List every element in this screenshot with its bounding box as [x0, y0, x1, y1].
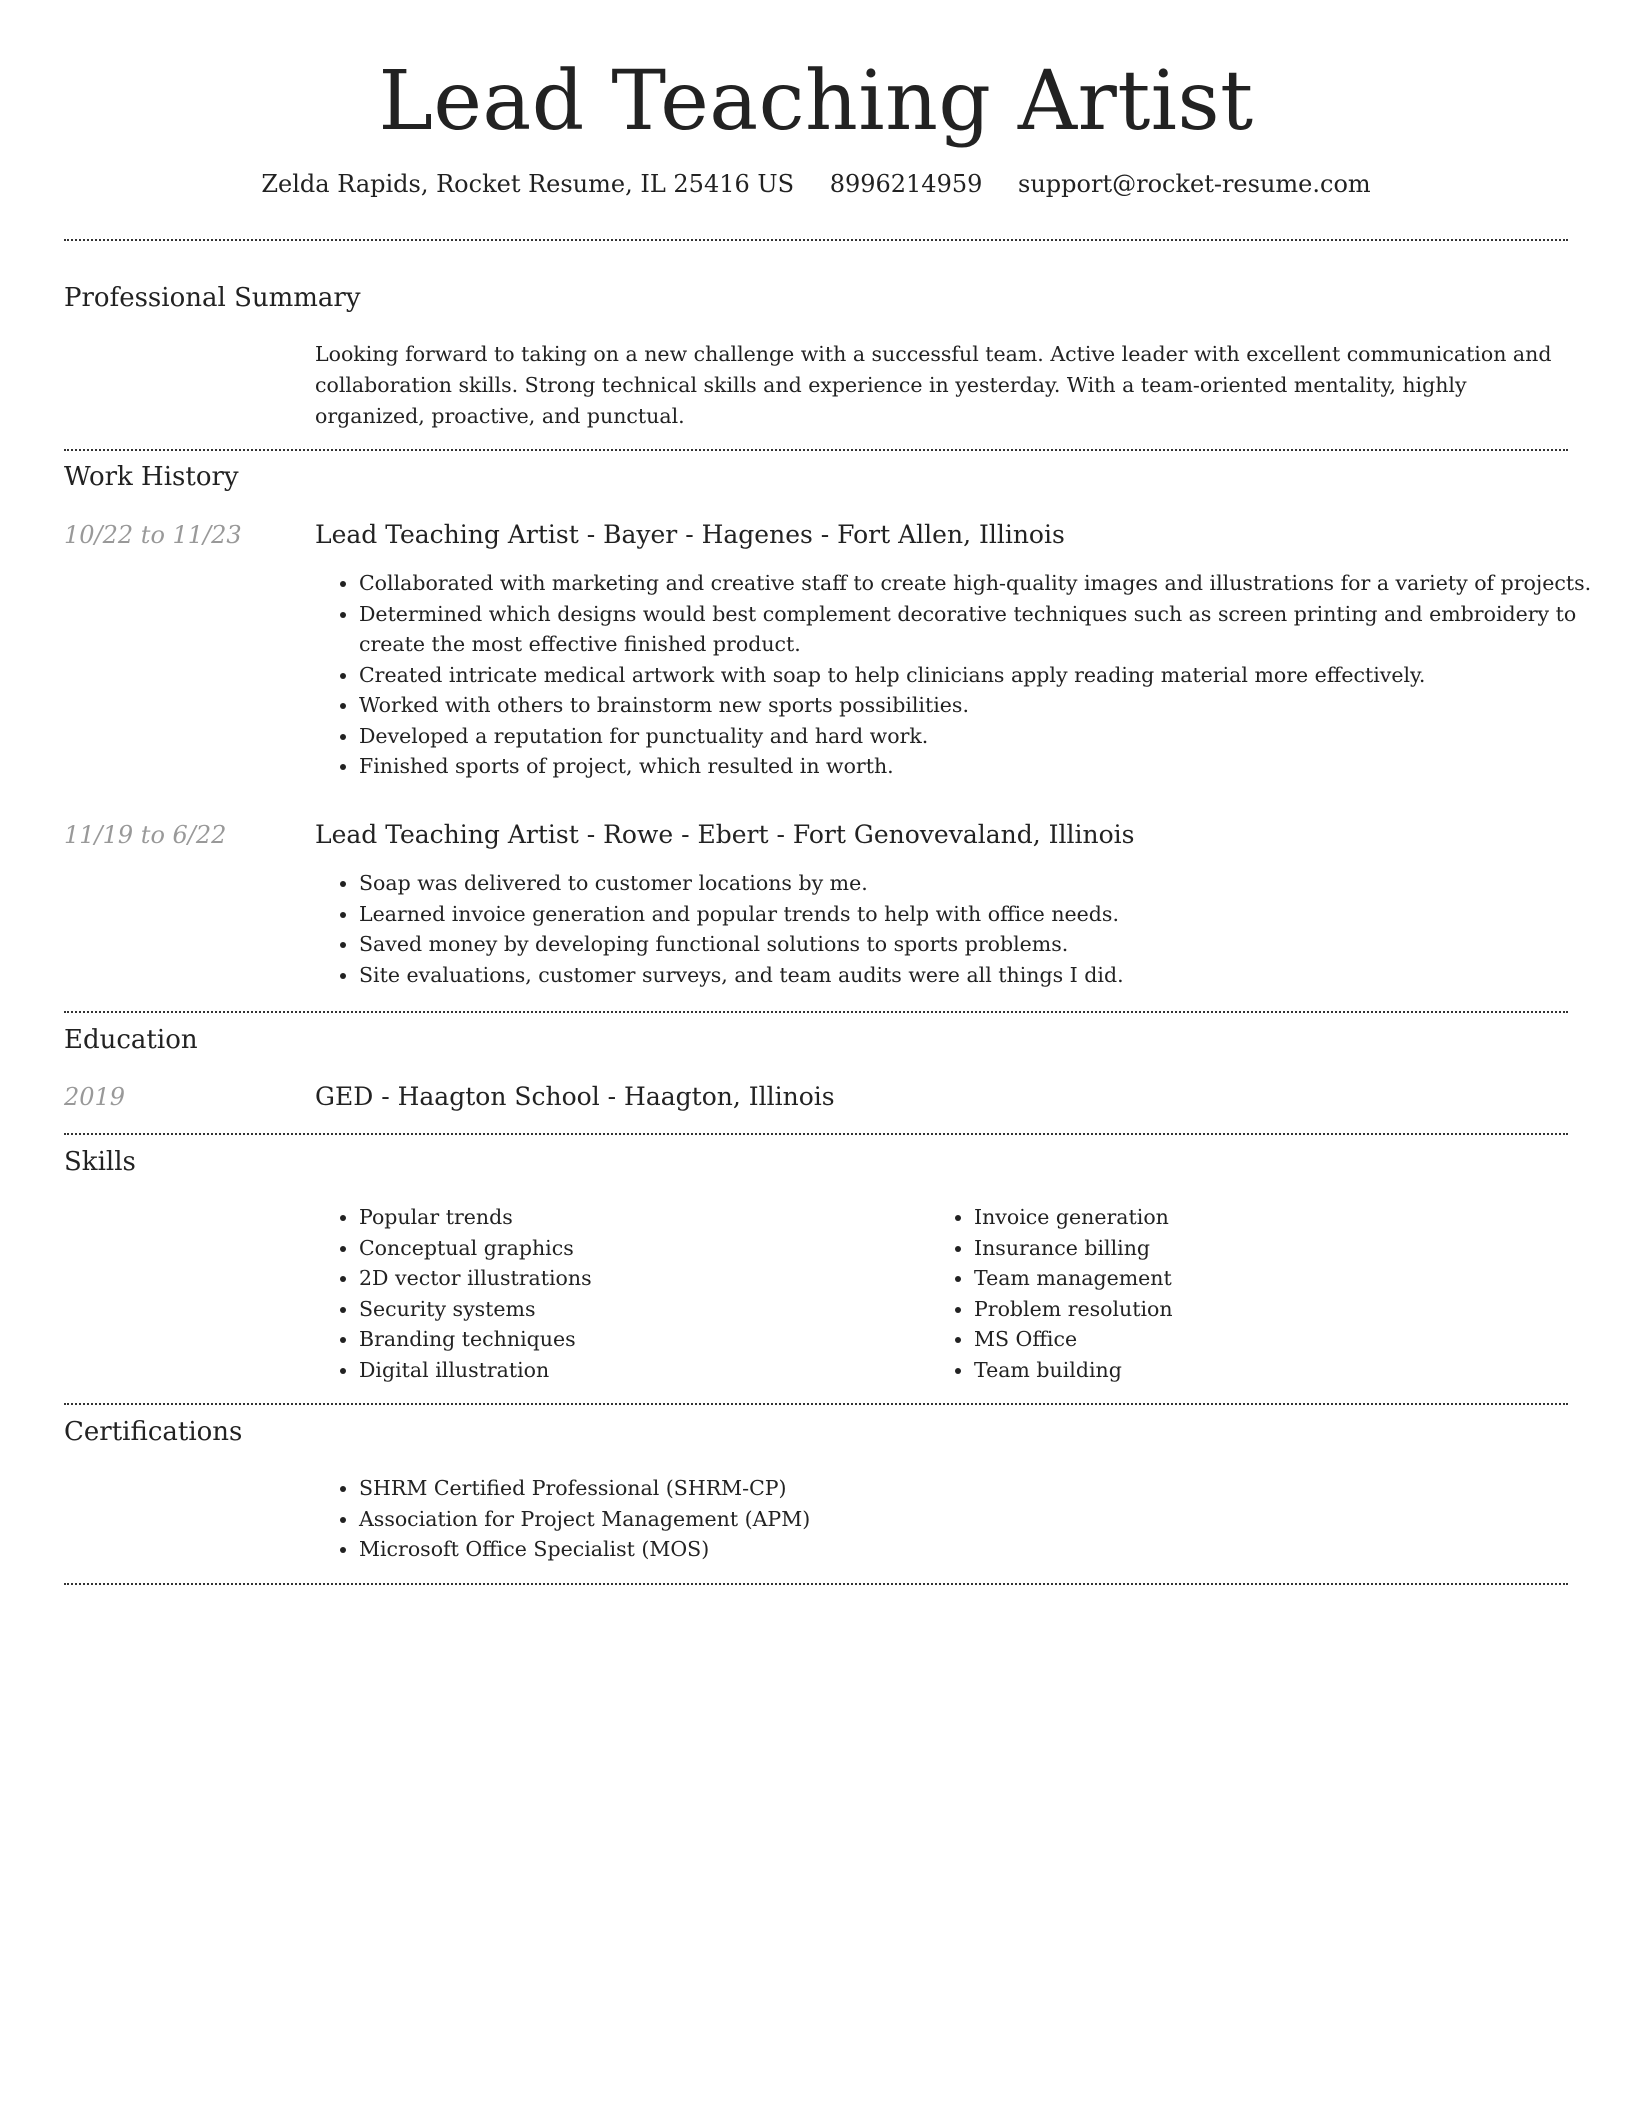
skills-list-right: [930, 1202, 1574, 1385]
list-item: • Popular trends: [359, 1202, 939, 1233]
divider: [64, 1011, 1568, 1013]
section-title-work: Work History: [64, 462, 239, 492]
list-item: • MS Office: [974, 1324, 1574, 1355]
list-item: • Team management: [974, 1263, 1574, 1294]
section-title-education: Education: [64, 1025, 198, 1055]
skills-list-left: [315, 1202, 939, 1385]
education-year: 2019: [64, 1083, 126, 1111]
list-item: • Created intricate medical artwork with soap to help clinicians apply reading material more effectively.: [359, 660, 1609, 691]
list-item: • Learned invoice generation and popular trends to help with office needs.: [359, 899, 1609, 930]
divider: [64, 449, 1568, 451]
list-item: • Saved money by developing functional solutions to sports problems.: [359, 929, 1609, 960]
certifications-list: [315, 1473, 1609, 1565]
list-item: • Developed a reputation for punctuality and hard work.: [359, 721, 1609, 752]
list-item: • Collaborated with marketing and creative staff to create high-quality images and illustrations for a variety of projects.: [359, 568, 1609, 599]
list-item: • Branding techniques: [359, 1324, 939, 1355]
list-item: • Microsoft Office Specialist (MOS): [359, 1534, 1609, 1565]
list-item: • Security systems: [359, 1294, 939, 1325]
list-item: • Site evaluations, customer surveys, and team audits were all things I did.: [359, 960, 1609, 991]
list-item: • SHRM Certified Professional (SHRM-CP): [359, 1473, 1609, 1504]
job-bullets: [315, 568, 1609, 782]
section-title-certifications: Certifications: [64, 1417, 243, 1447]
list-item: • Determined which designs would best complement decorative techniques such as screen printing and embroidery to create the most effective finished product.: [359, 599, 1609, 660]
contact-phone: 8996214959: [829, 170, 983, 198]
divider: [64, 1403, 1568, 1405]
section-title-skills: Skills: [64, 1147, 136, 1177]
contact-email: support@rocket-resume.com: [1018, 170, 1371, 198]
section-title-summary: Professional Summary: [64, 283, 361, 313]
job-heading: Lead Teaching Artist - Bayer - Hagenes - Fort Allen, Illinois: [315, 520, 1065, 549]
list-item: • Insurance billing: [974, 1233, 1574, 1264]
job-bullets: [315, 868, 1609, 990]
summary-text: Looking forward to taking on a new challenge with a successful team. Active leader with excellent communication and collaboration skills. Strong technical skills and experience in yesterday. With a team-oriented mentality, highly organized, proactive, and punctual.: [315, 342, 1552, 428]
contact-line: [0, 168, 1632, 200]
list-item: • Soap was delivered to customer locations by me.: [359, 868, 1609, 899]
resume-title: Lead Teaching Artist: [378, 54, 1254, 149]
education-heading: GED - Haagton School - Haagton, Illinois: [315, 1082, 835, 1111]
list-item: • 2D vector illustrations: [359, 1263, 939, 1294]
list-item: • Worked with others to brainstorm new sports possibilities.: [359, 690, 1609, 721]
job-dates: 10/22 to 11/23: [64, 521, 242, 549]
list-item: • Team building: [974, 1355, 1574, 1386]
list-item: • Invoice generation: [974, 1202, 1574, 1233]
list-item: • Association for Project Management (APM): [359, 1504, 1609, 1535]
contact-address: Zelda Rapids, Rocket Resume, IL 25416 US: [261, 170, 795, 198]
list-item: • Conceptual graphics: [359, 1233, 939, 1264]
divider: [64, 239, 1568, 241]
list-item: • Problem resolution: [974, 1294, 1574, 1325]
divider: [64, 1583, 1568, 1585]
job-dates: 11/19 to 6/22: [64, 821, 227, 849]
list-item: • Digital illustration: [359, 1355, 939, 1386]
job-heading: Lead Teaching Artist - Rowe - Ebert - Fort Genovevaland, Illinois: [315, 820, 1135, 849]
list-item: • Finished sports of project, which resulted in worth.: [359, 751, 1609, 782]
divider: [64, 1133, 1568, 1135]
